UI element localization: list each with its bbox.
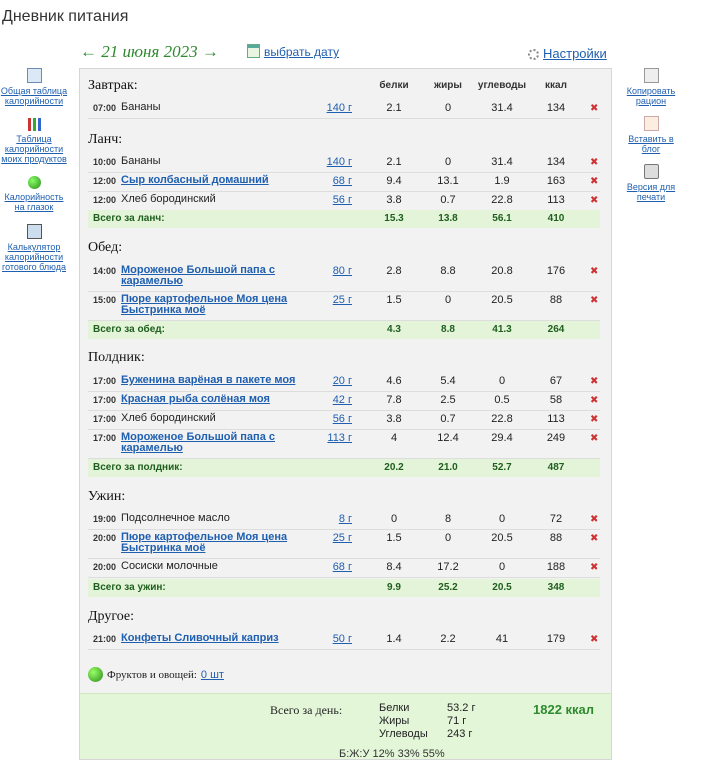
gear-icon[interactable] <box>528 49 539 60</box>
fruit-veg-counter <box>88 667 224 682</box>
food-name-link[interactable]: Мороженое Большой папа с карамелью <box>121 431 275 454</box>
food-fat: 8.8 <box>440 265 456 277</box>
food-carbs: 1.9 <box>494 175 510 187</box>
food-name-link[interactable]: Буженина варёная в пакете моя <box>121 374 296 386</box>
food-amount[interactable]: 80 г <box>332 265 352 277</box>
food-protein: 3.8 <box>386 413 402 425</box>
food-time: 21:00 <box>93 634 117 644</box>
copy-ration-link[interactable] <box>620 68 682 106</box>
food-kcal: 72 <box>549 513 563 525</box>
page-title: Дневник питания <box>2 8 129 25</box>
food-row <box>88 411 600 430</box>
total-label: Всего за ланч: <box>93 213 165 224</box>
food-time: 17:00 <box>93 414 117 424</box>
food-time: 15:00 <box>93 295 117 305</box>
total-carbs: 56.1 <box>492 213 512 224</box>
food-kcal: 134 <box>546 102 566 114</box>
food-time: 20:00 <box>93 562 117 572</box>
food-time: 14:00 <box>93 266 117 276</box>
delete-icon[interactable]: ✖ <box>590 533 599 544</box>
food-time: 17:00 <box>93 433 117 443</box>
day-total-kcal: 1822 ккал <box>533 702 595 717</box>
nav-label[interactable]: Общая таблица калорийности <box>0 86 68 106</box>
meal-total-row <box>88 210 600 228</box>
food-kcal: 88 <box>549 532 563 544</box>
food-kcal: 249 <box>546 432 566 444</box>
food-kcal: 67 <box>549 375 563 387</box>
food-fat: 2.2 <box>440 633 456 645</box>
nav-label[interactable]: Вставить в блог <box>628 134 674 154</box>
total-label: Всего за обед: <box>93 324 165 335</box>
food-name-link[interactable]: Мороженое Большой папа с карамелью <box>121 264 275 287</box>
delete-icon[interactable]: ✖ <box>590 414 599 425</box>
total-carbs: 52.7 <box>492 462 512 473</box>
total-label: Всего за полдник: <box>93 462 183 473</box>
total-kcal: 410 <box>547 213 565 224</box>
food-fat: 0 <box>444 102 452 114</box>
fruit-count[interactable]: 0 шт <box>200 669 224 681</box>
macro-value: 243 г <box>447 728 473 740</box>
food-fat: 2.5 <box>440 394 456 406</box>
food-name: Хлеб бородинский <box>121 412 216 424</box>
food-time: 12:00 <box>93 176 117 186</box>
total-protein: 9.9 <box>387 582 401 593</box>
food-row <box>88 559 600 578</box>
nav-label[interactable]: Калорийность на глазок <box>4 192 64 212</box>
food-kcal: 58 <box>549 394 563 406</box>
nav-label[interactable]: Версия для печати <box>626 182 676 202</box>
printer-icon[interactable] <box>644 164 659 179</box>
macro-value: 53.2 г <box>447 702 476 714</box>
delete-icon[interactable]: ✖ <box>590 376 599 387</box>
fruit-label: Фруктов и овощей: <box>107 669 197 681</box>
left-sidebar <box>0 68 68 284</box>
food-time: 12:00 <box>93 195 117 205</box>
nav-dish-calculator[interactable] <box>0 224 68 272</box>
chart-icon[interactable] <box>28 118 41 131</box>
meal-total-row <box>88 321 600 339</box>
meal-total-row <box>88 579 600 597</box>
food-amount[interactable]: 140 г <box>326 156 352 168</box>
delete-icon[interactable]: ✖ <box>590 562 599 573</box>
food-protein: 4 <box>390 432 398 444</box>
food-row <box>88 100 600 119</box>
food-fat: 8 <box>444 513 452 525</box>
total-fat: 13.8 <box>438 213 458 224</box>
right-sidebar <box>620 68 682 212</box>
food-amount[interactable]: 113 г <box>327 432 352 444</box>
food-amount[interactable]: 42 г <box>332 394 352 406</box>
nav-label[interactable]: Калькулятор калорийности готового блюда <box>1 242 66 272</box>
nav-label[interactable]: Таблица калорийности моих продуктов <box>1 134 67 164</box>
food-fat: 12.4 <box>437 432 459 444</box>
food-row <box>88 511 600 530</box>
food-name-link[interactable]: Пюре картофельное Моя цена Быстринка моё <box>121 293 288 316</box>
food-protein: 1.4 <box>386 633 402 645</box>
food-carbs: 0 <box>498 561 506 573</box>
food-name: Сосиски молочные <box>121 560 218 572</box>
nav-calorie-estimate[interactable] <box>0 176 68 212</box>
food-carbs: 31.4 <box>491 156 513 168</box>
food-name: Бананы <box>121 101 161 113</box>
blog-icon[interactable] <box>644 116 659 131</box>
food-amount[interactable]: 68 г <box>332 175 352 187</box>
day-total <box>80 693 611 760</box>
total-kcal: 264 <box>547 324 565 335</box>
food-time: 19:00 <box>93 514 117 524</box>
macro-name: Белки <box>379 702 410 714</box>
blog-insert-link[interactable] <box>620 116 682 154</box>
food-protein: 7.8 <box>386 394 402 406</box>
prev-day-arrow[interactable]: ← <box>80 42 97 61</box>
food-protein: 0 <box>390 513 398 525</box>
delete-icon[interactable]: ✖ <box>590 103 599 114</box>
food-protein: 3.8 <box>386 194 402 206</box>
column-header-fat: жиры <box>434 80 462 91</box>
food-fat: 5.4 <box>440 375 456 387</box>
meal-title: Ланч: <box>88 132 123 147</box>
table-icon[interactable] <box>27 68 42 83</box>
food-protein: 9.4 <box>386 175 402 187</box>
food-row <box>88 263 600 292</box>
food-name-link[interactable]: Сыр колбасный домашний <box>121 174 269 186</box>
food-time: 20:00 <box>93 533 117 543</box>
food-kcal: 188 <box>546 561 566 573</box>
food-carbs: 29.4 <box>491 432 513 444</box>
settings-link[interactable] <box>528 46 607 61</box>
food-protein: 4.6 <box>386 375 402 387</box>
food-kcal: 176 <box>546 265 566 277</box>
food-protein: 2.1 <box>386 156 402 168</box>
food-fat: 0 <box>444 294 452 306</box>
food-carbs: 20.5 <box>491 294 513 306</box>
total-fat: 21.0 <box>438 462 458 473</box>
meal-title: Ужин: <box>88 489 126 504</box>
macro-name: Жиры <box>379 715 410 727</box>
food-fat: 0 <box>444 532 452 544</box>
macro-name: Углеводы <box>379 728 428 740</box>
food-amount[interactable]: 140 г <box>326 102 352 114</box>
food-fat: 0.7 <box>440 194 456 206</box>
food-carbs: 20.5 <box>491 532 513 544</box>
food-carbs: 0 <box>498 375 506 387</box>
diary-panel <box>79 68 612 760</box>
food-row <box>88 373 600 392</box>
delete-icon[interactable]: ✖ <box>590 295 599 306</box>
food-time: 10:00 <box>93 157 117 167</box>
meal-title: Обед: <box>88 240 123 255</box>
food-carbs: 0 <box>498 513 506 525</box>
food-kcal: 88 <box>549 294 563 306</box>
food-protein: 2.8 <box>386 265 402 277</box>
food-row <box>88 292 600 321</box>
food-carbs: 0.5 <box>494 394 510 406</box>
food-row <box>88 173 600 192</box>
food-name-link[interactable]: Конфеты Сливочный каприз <box>121 632 279 644</box>
meal-title: Полдник: <box>88 350 145 365</box>
food-amount[interactable]: 25 г <box>332 532 352 544</box>
food-name: Бананы <box>121 155 161 167</box>
food-amount[interactable]: 56 г <box>332 413 352 425</box>
food-protein: 8.4 <box>386 561 402 573</box>
calendar-icon[interactable] <box>247 44 260 58</box>
total-fat: 25.2 <box>438 582 458 593</box>
next-day-arrow[interactable]: → <box>201 42 219 61</box>
food-protein: 1.5 <box>386 294 402 306</box>
column-header-protein: белки <box>379 80 409 91</box>
nav-my-products-table[interactable] <box>0 118 68 164</box>
print-version-link[interactable] <box>620 164 682 202</box>
delete-icon[interactable]: ✖ <box>590 395 599 406</box>
column-header-carbs: углеводы <box>477 80 527 91</box>
copy-icon[interactable] <box>644 68 659 83</box>
total-fat: 8.8 <box>441 324 455 335</box>
food-kcal: 163 <box>546 175 566 187</box>
pick-date-label[interactable]: выбрать дату <box>264 45 340 59</box>
apple-icon[interactable] <box>28 176 41 189</box>
column-header-kcal: ккал <box>545 80 567 91</box>
food-row <box>88 154 600 173</box>
nav-general-calorie-table[interactable] <box>0 68 68 106</box>
food-name-link[interactable]: Пюре картофельное Моя цена Быстринка моё <box>121 531 288 554</box>
nav-label[interactable]: Копировать рацион <box>626 86 676 106</box>
food-protein: 2.1 <box>386 102 402 114</box>
pick-date-link[interactable] <box>247 44 339 59</box>
meal-title: Другое: <box>88 609 135 624</box>
calculator-icon[interactable] <box>27 224 42 239</box>
total-kcal: 487 <box>547 462 565 473</box>
food-carbs: 22.8 <box>491 194 513 206</box>
delete-icon[interactable]: ✖ <box>590 176 599 187</box>
food-row <box>88 192 600 211</box>
food-kcal: 134 <box>546 156 566 168</box>
food-time: 17:00 <box>93 376 117 386</box>
date-navigation <box>80 42 219 62</box>
delete-icon[interactable]: ✖ <box>590 195 599 206</box>
food-kcal: 113 <box>547 413 565 425</box>
macro-value: 71 г <box>447 715 467 727</box>
food-kcal: 113 <box>547 194 565 206</box>
food-kcal: 179 <box>546 633 566 645</box>
food-name: Подсолнечное масло <box>121 512 230 524</box>
total-protein: 20.2 <box>384 462 404 473</box>
meal-total-row <box>88 459 600 477</box>
food-amount[interactable]: 25 г <box>332 294 352 306</box>
food-carbs: 22.8 <box>491 413 513 425</box>
food-fat: 0.7 <box>440 413 456 425</box>
food-carbs: 20.8 <box>491 265 513 277</box>
total-protein: 4.3 <box>387 324 401 335</box>
delete-icon[interactable]: ✖ <box>590 634 599 645</box>
food-time: 17:00 <box>93 395 117 405</box>
food-fat: 13.1 <box>437 175 459 187</box>
total-protein: 15.3 <box>384 213 404 224</box>
total-label: Всего за ужин: <box>93 582 166 593</box>
food-fat: 0 <box>444 156 452 168</box>
food-carbs: 41 <box>495 633 509 645</box>
food-row <box>88 392 600 411</box>
food-row <box>88 530 600 559</box>
delete-icon[interactable]: ✖ <box>590 266 599 277</box>
food-row <box>88 631 600 650</box>
food-time: 07:00 <box>93 103 117 113</box>
food-amount[interactable]: 50 г <box>332 633 352 645</box>
apple-icon <box>88 667 103 682</box>
food-amount[interactable]: 8 г <box>338 513 352 525</box>
bju-ratio: Б:Ж:У 12% 33% 55% <box>339 748 445 760</box>
food-amount[interactable]: 56 г <box>332 194 352 206</box>
total-kcal: 348 <box>547 582 565 593</box>
food-fat: 17.2 <box>437 561 459 573</box>
total-carbs: 20.5 <box>492 582 512 593</box>
meal-title: Завтрак: <box>88 78 138 93</box>
food-carbs: 31.4 <box>491 102 513 114</box>
food-amount[interactable]: 20 г <box>332 375 352 387</box>
food-name: Хлеб бородинский <box>121 193 216 205</box>
delete-icon[interactable]: ✖ <box>590 157 599 168</box>
delete-icon[interactable]: ✖ <box>590 433 599 444</box>
food-protein: 1.5 <box>386 532 402 544</box>
food-amount[interactable]: 68 г <box>332 561 352 573</box>
current-date: 21 июня 2023 <box>101 42 198 61</box>
day-total-label: Всего за день: <box>270 703 343 717</box>
total-carbs: 41.3 <box>492 324 512 335</box>
delete-icon[interactable]: ✖ <box>590 514 599 525</box>
food-row <box>88 430 600 459</box>
settings-label[interactable]: Настройки <box>543 46 607 61</box>
food-name-link[interactable]: Красная рыба солёная моя <box>121 393 270 405</box>
